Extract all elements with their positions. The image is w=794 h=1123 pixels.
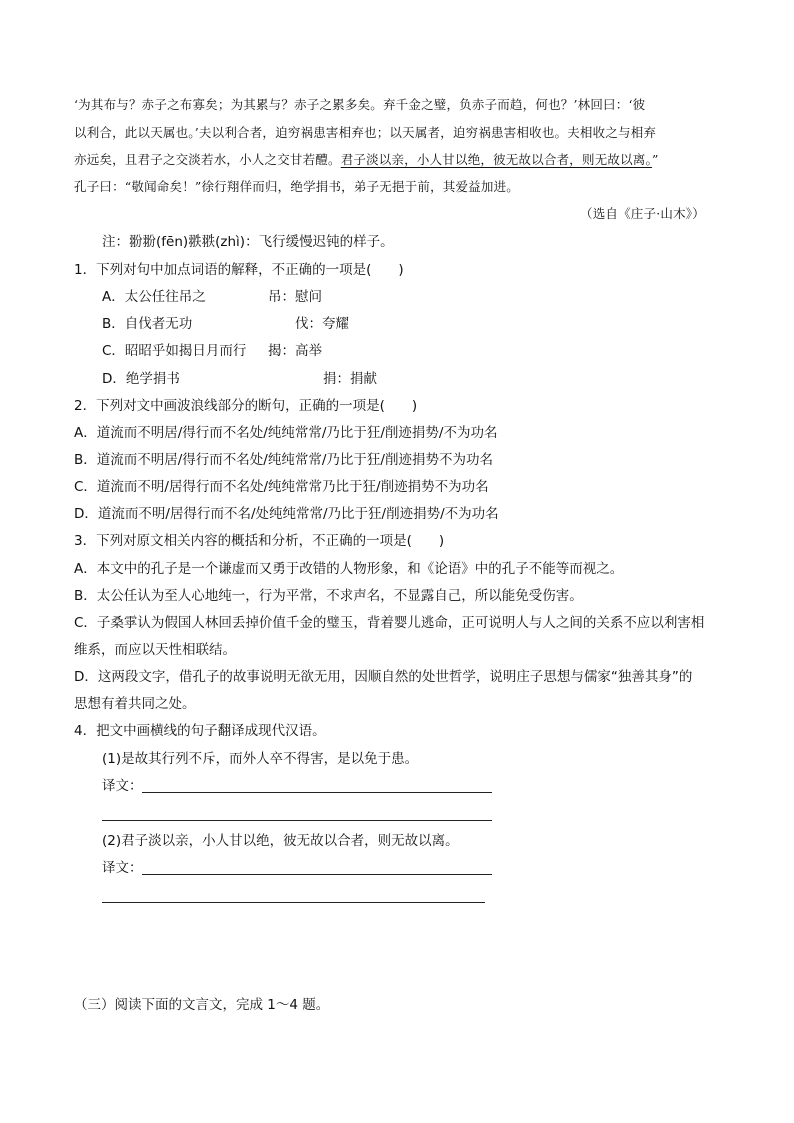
q1-option-d-gloss: 捐：捐献: [323, 371, 377, 387]
q4-stem: 4．把文中画横线的句子翻译成现代汉语。: [74, 723, 326, 739]
q3-option-a: A．本文中的孔子是一个谦虚而又勇于改错的人物形象，和《论语》中的孔子不能等而视之。: [74, 561, 624, 577]
passage-line-4: 孔子曰：“敬闻命矣！”徐行翔佯而归，绝学捐书，弟子无挹于前，其爱益加进。: [74, 179, 519, 194]
q4-answer-line-2b[interactable]: [102, 902, 485, 903]
passage-source: （选自《庄子·山木》）: [580, 206, 705, 221]
q1-option-d: D．绝学捐书: [102, 371, 180, 387]
q3-stem: 3．下列对原文相关内容的概括和分析，不正确的一项是( ): [74, 533, 445, 549]
q3-option-d-line-1: D．这两段文字，借孔子的故事说明无欲无用，因顺自然的处世哲学，说明庄子思想与儒家“独善其身”的: [74, 669, 693, 685]
q1-option-b-gloss: 伐：夸耀: [295, 316, 349, 332]
q4-sentence-1: (1)是故其行列不斥，而外人卒不得害，是以免于患。: [102, 751, 419, 767]
passage-line-1: ‘为其布与？赤子之布寡矣；为其累与？赤子之累多矣。弃千金之璧，负赤子而趋，何也？’林回曰：‘彼: [74, 97, 646, 112]
passage-underlined-sentence: 君子淡以亲，小人甘以绝，彼无故以合者，则无故以离。: [340, 152, 652, 167]
q1-option-b: B．自伐者无功: [102, 316, 193, 332]
q1-stem: 1．下列对句中加点词语的解释，不正确的一项是( ): [74, 262, 404, 278]
q1-option-c-gloss: 揭：高举: [268, 343, 322, 359]
q2-option-d: D．道流而不明/居得行而不名/处纯纯常常/乃比于狂/削迹捐势/不为功名: [74, 506, 499, 522]
q2-stem: 2．下列对文中画波浪线部分的断句，正确的一项是( ): [74, 398, 418, 414]
annotation-note: 注：翂翂(fēn)翐翐(zhì)：飞行缓慢迟钝的样子。: [102, 234, 394, 250]
passage-line-3-suffix: ”: [651, 152, 659, 167]
q3-option-d-line-2: 思想有着共同之处。: [74, 696, 196, 712]
passage-line-3: [74, 151, 659, 169]
q1-option-c: C．昭昭乎如揭日月而行: [102, 343, 247, 359]
passage-line-2: 以利合，此以天属也。’夫以利合者，迫穷祸患害相弃也；以天属者，迫穷祸患害相收也。夫相收之与相弃: [74, 125, 657, 140]
q3-option-c-line-1: C．子桑雽认为假国人林回丢掉价值千金的璧玉，背着婴儿逃命，正可说明人与人之间的关系不应以利害相: [74, 615, 705, 631]
q4-translation-label-1: 译文：: [102, 778, 143, 794]
q2-option-a: A．道流而不明居/得行而不名处/纯纯常常/乃比于狂/削迹捐势/不为功名: [74, 425, 498, 441]
q4-answer-line-1b[interactable]: [102, 820, 492, 821]
q2-option-c: C．道流而不明/居得行而不名处/纯纯常常乃比于狂/削迹捐势不为功名: [74, 479, 489, 495]
section-3-heading: （三）阅读下面的文言文，完成 1～4 题。: [74, 997, 330, 1013]
q2-option-b: B．道流而不明居/得行而不名处/纯纯常常/乃比于狂/削迹捐势不为功名: [74, 452, 493, 468]
passage-line-3-prefix: 亦远矣，且君子之交淡若水，小人之交甘若醴。: [74, 152, 341, 167]
q4-translation-label-2: 译文：: [102, 860, 143, 876]
q1-option-a: A．太公任往吊之: [102, 289, 206, 305]
q3-option-b: B．太公任认为至人心地纯一，行为平常，不求声名，不显露自己，所以能免受伤害。: [74, 588, 583, 604]
q3-option-c-line-2: 维系，而应以天性相联结。: [74, 642, 236, 658]
q4-answer-line-2a[interactable]: [142, 874, 492, 875]
q4-answer-line-1a[interactable]: [142, 792, 492, 793]
q4-sentence-2: (2)君子淡以亲，小人甘以绝，彼无故以合者，则无故以离。: [102, 833, 459, 849]
q1-option-a-gloss: 吊：慰问: [268, 289, 322, 305]
